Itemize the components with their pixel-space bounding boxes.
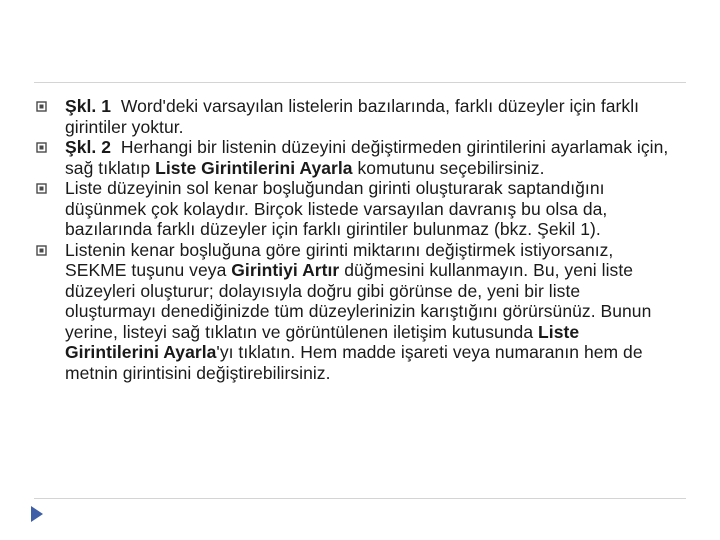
- item-text: Word'deki varsayılan listelerin bazılarında, farklı düzeyler için farklı girintiler yoktur.: [65, 96, 644, 137]
- square-bullet-icon: [36, 101, 47, 112]
- square-bullet-icon: [36, 245, 47, 256]
- item-text: Herhangi bir listenin düzeyini değiştirmeden girintilerini ayarlamak için, sağ tıklatıp: [65, 137, 674, 178]
- top-divider: [34, 82, 686, 83]
- square-bullet-icon: [36, 142, 47, 153]
- square-bullet-icon: [36, 183, 47, 194]
- next-slide-arrow-icon[interactable]: [29, 504, 45, 524]
- list-item: [36, 178, 676, 240]
- list-item: [36, 96, 676, 137]
- figure-ref-label: Şkl. 2: [65, 137, 112, 157]
- item-text: Liste düzeyinin sol kenar boşluğundan girinti oluşturarak saptandığını düşünmek çok kolaydır. Birçok listede varsayılan davranış bu olsa da, bazılarında farklı düzeyler için farklı girintiler bulunmaz (bkz. Şekil 1).: [65, 178, 608, 239]
- item-text: komutunu seçebilirsiniz.: [352, 157, 545, 178]
- command-name: Liste Girintilerini Ayarla: [65, 321, 580, 362]
- bottom-divider: [34, 498, 686, 499]
- item-text: 'yı tıklatın. Hem madde işareti veya numaranın hem de metnin girintisini değiştirebilirsiniz.: [65, 342, 643, 383]
- figure-ref-label: Şkl. 1: [65, 96, 112, 116]
- command-name: Liste Girintilerini Ayarla: [155, 157, 353, 178]
- list-item: [36, 137, 676, 178]
- bullet-list: [36, 96, 676, 383]
- item-text: düğmesini kullanmayın. Bu, yeni liste düzeyleri oluşturur; dolayısıyla doğru gibi görünse de, yeni bir liste oluşturmayı denediğinizde tüm düzeylerinizin karıştığını görürsünüz. Bunun yerine, listeyi sağ tıklatın ve görüntülenen iletişim kutusunda: [65, 260, 652, 342]
- list-item: [36, 240, 676, 384]
- command-name: Girintiyi Artır: [231, 260, 340, 280]
- item-text: Listenin kenar boşluğuna göre girinti miktarını değiştirmek istiyorsanız, SEKME tuşunu veya: [65, 239, 614, 280]
